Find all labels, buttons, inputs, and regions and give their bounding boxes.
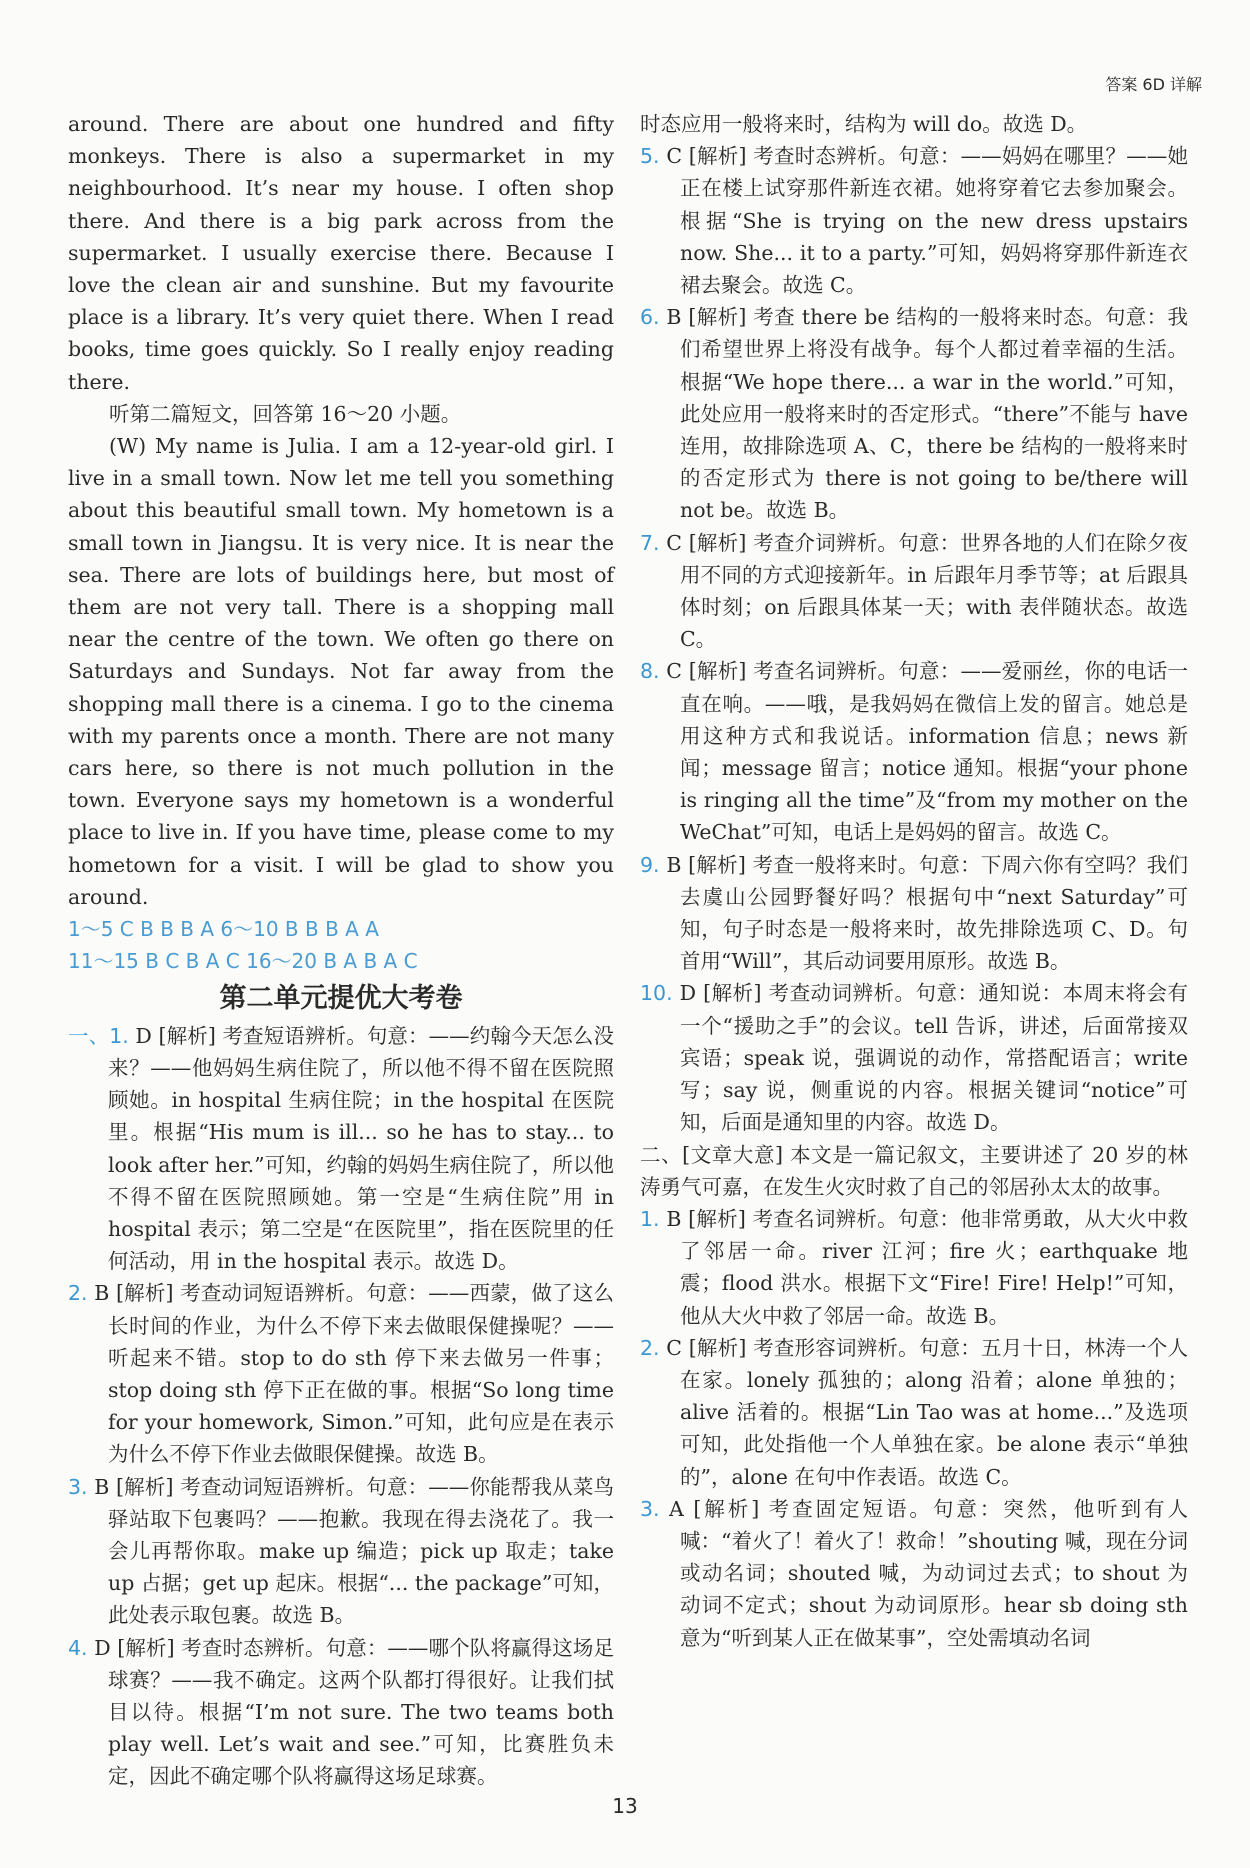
question-2: [68, 1277, 614, 1470]
question-text: B [解析] 考查名词辨析。句意：他非常勇敢，从大火中救了邻居一命。river 江河；fire 火；earthquake 地震；flood 洪水。根据下文“Fire! Fire! Help!”可知，他从大火中救了邻居一命。故选 B。: [659, 1206, 1188, 1328]
reading-question-3: [640, 1493, 1188, 1654]
question-10: [640, 977, 1188, 1138]
instruction: 听第二篇短文，回答第 16～20 小题。: [109, 401, 462, 426]
question-text: D [解析] 考查时态辨析。句意：——哪个队将赢得这场足球赛？——我不确定。这两个队都打得很好。让我们拭目以待。根据“I’m not sure. The two teams both play well. Let’s wait and see.”可知，比赛胜负未定，因此不确定哪个队将赢得这场足球赛。: [87, 1635, 614, 1789]
section-two-summary: [640, 1139, 1188, 1203]
question-number: 7.: [640, 530, 660, 555]
question-number: 1.: [640, 1206, 660, 1231]
question-number: 3.: [68, 1474, 88, 1499]
question-1: [68, 1020, 614, 1278]
section-number: 二、: [640, 1142, 683, 1167]
reading-question-2: [640, 1332, 1188, 1493]
page-header: 答案 6D 详解: [1105, 75, 1202, 94]
question-text: C [解析] 考查名词辨析。句意：——爱丽丝，你的电话一直在响。——哦，是我妈妈在微信上发的留言。她总是用这种方式和我说话。information 信息；news 新闻；message 留言；notice 通知。根据“your phone is ringing all the time”及“from my mother on the WeChat”可知，电话上是妈妈的留言。故选 C。: [659, 659, 1188, 845]
question-text: D [解析] 考查短语辨析。句意：——约翰今天怎么没来？——他妈妈生病住院了，所以他不得不留在医院照顾她。in hospital 生病住院；in the hospital 在医院里。根据“His mum is ill... so he has to stay... to look after her.”可知，约翰的妈妈生病住院了，所以他不得不留在医院照顾她。第一空是“生病住院”用 in hospital 表示；第二空是“在医院里”，指在医院里的任何活动，用 in the hospital 表示。故选 D。: [108, 1023, 614, 1274]
question-7: [640, 527, 1188, 656]
passage-two: (W) My name is Julia. I am a 12-year-old girl. I live in a small town. Now let me tell you something about this beautiful small town. My hometown is a small town in Jiangsu. It is very nice. It is near the sea. There are lots of buildings here, but most of them are not very tall. There is a shopping mall near the centre of the town. We often go there on Saturdays and Sundays. Not far away from the shopping mall there is a cinema. I go to the cinema with my parents once a month. There are not many cars here, so there is not much pollution in the town. Everyone says my hometown is a wonderful place to live in. If you have time, please come to my hometown for a visit. I will be glad to show you around.: [68, 434, 614, 909]
question-number: 2.: [68, 1281, 88, 1306]
question-number: 6.: [640, 305, 660, 330]
question-text: D [解析] 考查动词辨析。句意：通知说：本周末将会有一个“援助之手”的会议。tell 告诉，讲述，后面常接双宾语；speak 说，强调说的动作，常搭配语言；write 写；say 说，侧重说的内容。根据关键词“notice”可知，后面是通知里的内容。故选 D。: [672, 981, 1188, 1135]
question-6: [640, 301, 1188, 526]
continuation: 时态应用一般将来时，结构为 will do。故选 D。: [640, 112, 1088, 136]
question-4: [68, 1632, 614, 1793]
question-number: 9.: [640, 852, 660, 877]
question-number: 3.: [640, 1496, 660, 1521]
question-text: B [解析] 考查一般将来时。句意：下周六你有空吗？我们去虞山公园野餐好吗？根据句中“next Saturday”可知，句子时态是一般将来时，故先排除选项 C、D。句首用“Will”，其后动词要用原形。故选 B。: [659, 852, 1188, 974]
answer-key-line-2: 11～15 B C B A C 16～20 B A B A C: [68, 949, 418, 974]
question-number: 2.: [640, 1335, 660, 1360]
question-number: 8.: [640, 659, 660, 684]
question-text: B [解析] 考查动词短语辨析。句意：——西蒙，做了这么长时间的作业，为什么不停下来去做眼保健操呢？——听起来不错。stop to do sth 停下来去做另一件事；stop doing sth 停下正在做的事。根据“So long time for your homework, Simon.”可知，此句应是在表示为什么不停下作业去做眼保健操。故选 B。: [87, 1281, 614, 1467]
question-number: 5.: [640, 144, 660, 169]
question-text: C [解析] 考查介词辨析。句意：世界各地的人们在除夕夜用不同的方式迎接新年。in 后跟年月季节等；at 后跟具体时刻；on 后跟具体某一天；with 表伴随状态。故选 C。: [659, 530, 1188, 652]
summary-text: [文章大意] 本文是一篇记叙文，主要讲述了 20 岁的林涛勇气可嘉，在发生火灾时救了自己的邻居孙太太的故事。: [640, 1142, 1189, 1199]
section-title: 第二单元提优大考卷: [219, 983, 463, 1015]
page-number: 13: [612, 1794, 638, 1818]
question-9: [640, 849, 1188, 978]
answer-key-line-1: 1～5 C B B B A 6～10 B B B A A: [68, 917, 379, 942]
question-3: [68, 1471, 614, 1632]
question-number: 一、1.: [68, 1023, 129, 1048]
question-text: B [解析] 考查 there be 结构的一般将来时态。句意：我们希望世界上将没有战争。每个人都过着幸福的生活。根据“We hope there... a war in the world.”可知，此处应用一般将来时的否定形式。“there”不能与 have 连用，故排除选项 A、C，there be 结构的一般将来时的否定形式为 there is not going to be/there will not be。故选 B。: [659, 305, 1188, 523]
question-text: B [解析] 考查动词短语辨析。句意：——你能帮我从菜鸟驿站取下包裹吗？——抱歉。我现在得去浇花了。我一会儿再帮你取。make up 编造；pick up 取走；take up 占据；get up 起床。根据“... the package”可知，此处表示取包裹。故选 B。: [87, 1474, 614, 1628]
left-column: [68, 108, 614, 1793]
passage-end: around. There are about one hundred and fifty monkeys. There is also a supermarket in my neighbourhood. It’s near my house. I often shop there. And there is a big park across from the supermarket. I usually exercise there. Because I love the clean air and sunshine. But my favourite place is a library. It’s very quiet there. When I read books, time goes quickly. So I really enjoy reading there.: [68, 112, 614, 394]
question-number: 10.: [640, 981, 673, 1006]
question-number: 4.: [68, 1635, 88, 1660]
reading-question-1: [640, 1203, 1188, 1332]
question-text: C [解析] 考查时态辨析。句意：——妈妈在哪里？——她正在楼上试穿那件新连衣裙。她将穿着它去参加聚会。根据“She is trying on the new dress upstairs now. She... it to a party.”可知，妈妈将穿那件新连衣裙去聚会。故选 C。: [659, 144, 1188, 298]
question-text: C [解析] 考查形容词辨析。句意：五月十日，林涛一个人在家。lonely 孤独的；along 沿着；alone 单独的；alive 活着的。根据“Lin Tao was at home...”及选项可知，此处指他一个人单独在家。be alone 表示“单独的”，alone 在句中作表语。故选 C。: [659, 1335, 1188, 1489]
question-8: [640, 655, 1188, 848]
right-column: [640, 108, 1188, 1654]
question-5: [640, 140, 1188, 301]
question-text: A [解析] 考查固定短语。句意：突然，他听到有人喊：“着火了！着火了！救命！”shouting 喊，现在分词或动名词；shouted 喊，为动词过去式；to shout 为动词不定式；shout 为动词原形。hear sb doing sth 意为“听到某人正在做某事”，空处需填动名词: [659, 1496, 1188, 1650]
